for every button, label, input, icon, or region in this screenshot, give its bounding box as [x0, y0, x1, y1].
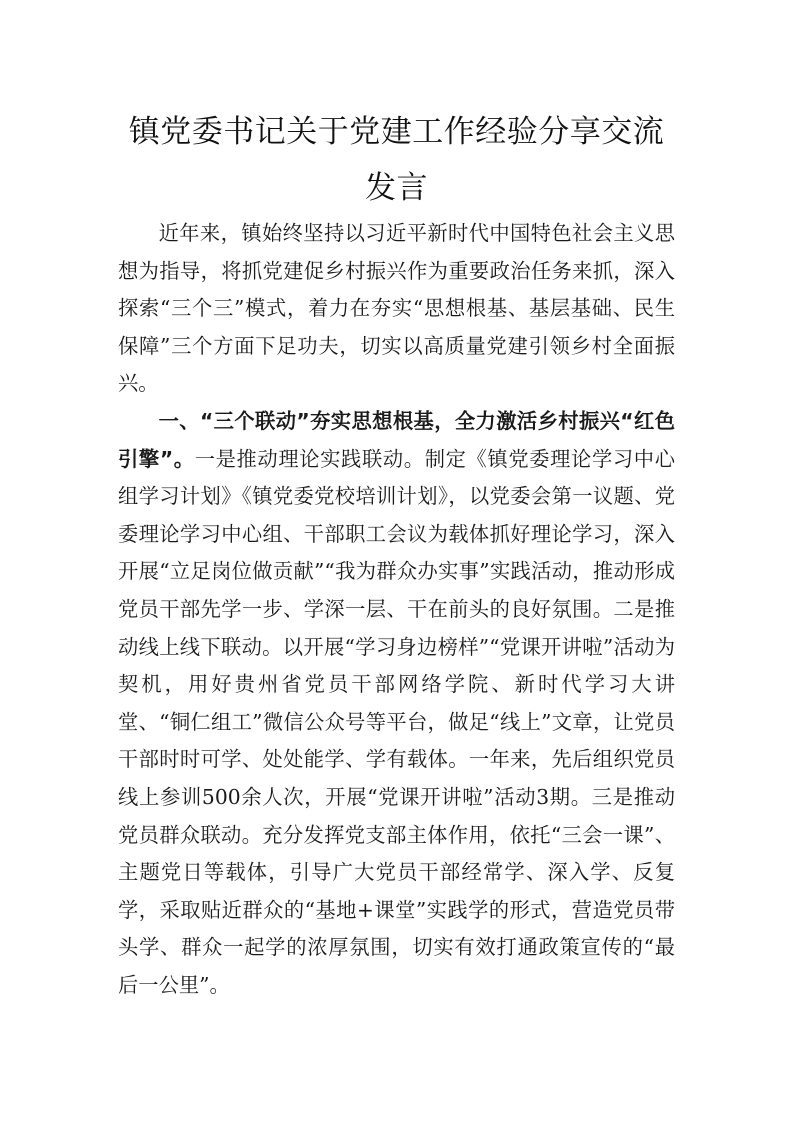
document-body — [118, 215, 675, 1004]
document-title: 镇党委书记关于党建工作经验分享交流发言 — [128, 114, 665, 206]
section-1-body: 一是推动理论实践联动。制定《镇党委理论学习中心组学习计划》《镇党委党校培训计划》，以党委会第一议题、党委理论学习中心组、干部职工会议为载体抓好理论学习，深入开展“立足岗位做贡献”“我为群众办实事”实践活动，推动形成党员干部先学一步、学深一层、干在前头的良好氛围。二是推动线上线下联动。以开展“学习身边榜样”“党课开讲啦”活动为契机，用好贵州省党员干部网络学院、新时代学习大讲堂、“铜仁组工”微信公众号等平台，做足“线上”文章，让党员干部时时可学、处处能学、学有载体。一年来，先后组织党员线上参训500余人次，开展“党课开讲啦”活动3期。三是推动党员群众联动。充分发挥党支部主体作用，依托“三会一课”、主题党日等载体，引导广大党员干部经常学、深入学、反复学，采取贴近群众的“基地+课堂”实践学的形式，营造党员带头学、群众一起学的浓厚氛围，切实有效打通政策宣传的“最后一公里”。 — [118, 446, 675, 997]
section-1-heading: 一、“三个联动”夯实思想根基，全力激活乡村振兴“红色引擎”。 — [118, 408, 675, 471]
intro-paragraph: 近年来，镇始终坚持以习近平新时代中国特色社会主义思想为指导，将抓党建促乡村振兴作为重要政治任务来抓，深入探索“三个三”模式，着力在夯实“思想根基、基层基础、民生保障”三个方面下足功夫，切实以高质量党建引领乡村全面振兴。 — [118, 221, 675, 396]
section-1-paragraph — [118, 403, 675, 1005]
